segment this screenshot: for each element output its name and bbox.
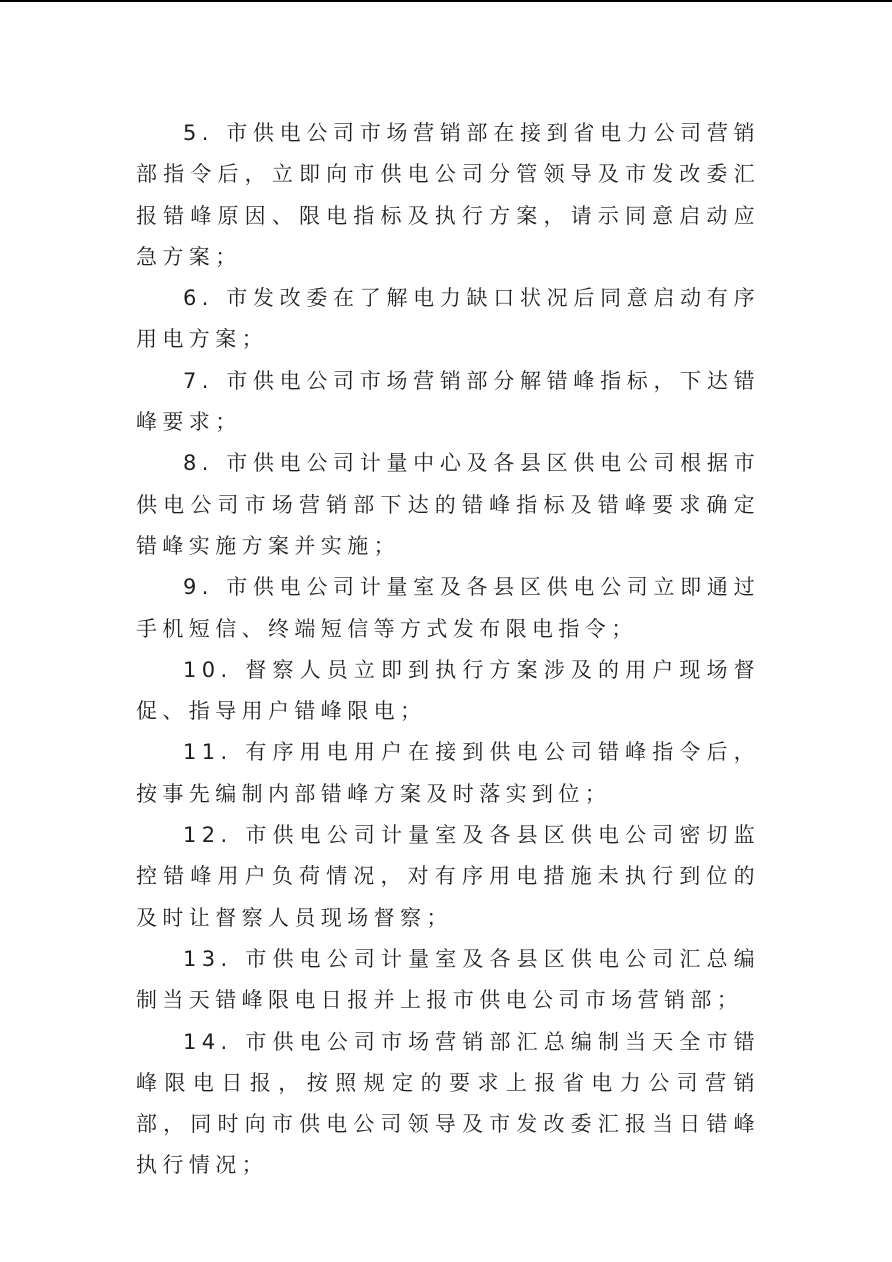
paragraph-item-12: 12. 市供电公司计量室及各县区供电公司密切监控错峰用户负荷情况，对有序用电措施未执行到位的及时让督察人员现场督察； — [136, 823, 760, 930]
paragraph-item-8: 8. 市供电公司计量中心及各县区供电公司根据市供电公司市场营销部下达的错峰指标及错峰要求确定错峰实施方案并实施； — [136, 451, 760, 558]
paragraph-item-11: 11. 有序用电用户在接到供电公司错峰指令后，按事先编制内部错峰方案及时落实到位； — [136, 740, 760, 806]
paragraph-item-13: 13. 市供电公司计量室及各县区供电公司汇总编制当天错峰限电日报并上报市供电公司市场营销部； — [136, 946, 760, 1013]
paragraph-item-14: 14. 市供电公司市场营销部汇总编制当天全市错峰限电日报，按照规定的要求上报省电力公司营销部，同时向市供电公司领导及市发改委汇报当日错峰执行情况； — [136, 1029, 760, 1178]
paragraph-item-5: 5. 市供电公司市场营销部在接到省电力公司营销部指令后，立即向市供电公司分管领导及市发改委汇报错峰原因、限电指标及执行方案，请示同意启动应急方案； — [136, 121, 760, 269]
document-page — [136, 113, 760, 1187]
paragraph-item-10: 10. 督察人员立即到执行方案涉及的用户现场督促、指导用户错峰限电； — [136, 657, 760, 724]
top-border-line — [0, 0, 892, 2]
paragraph-item-7: 7. 市供电公司市场营销部分解错峰指标，下达错峰要求； — [136, 368, 760, 435]
paragraph-item-6: 6. 市发改委在了解电力缺口状况后同意启动有序用电方案； — [136, 286, 760, 352]
paragraph-item-9: 9. 市供电公司计量室及各县区供电公司立即通过手机短信、终端短信等方式发布限电指令； — [136, 575, 760, 641]
